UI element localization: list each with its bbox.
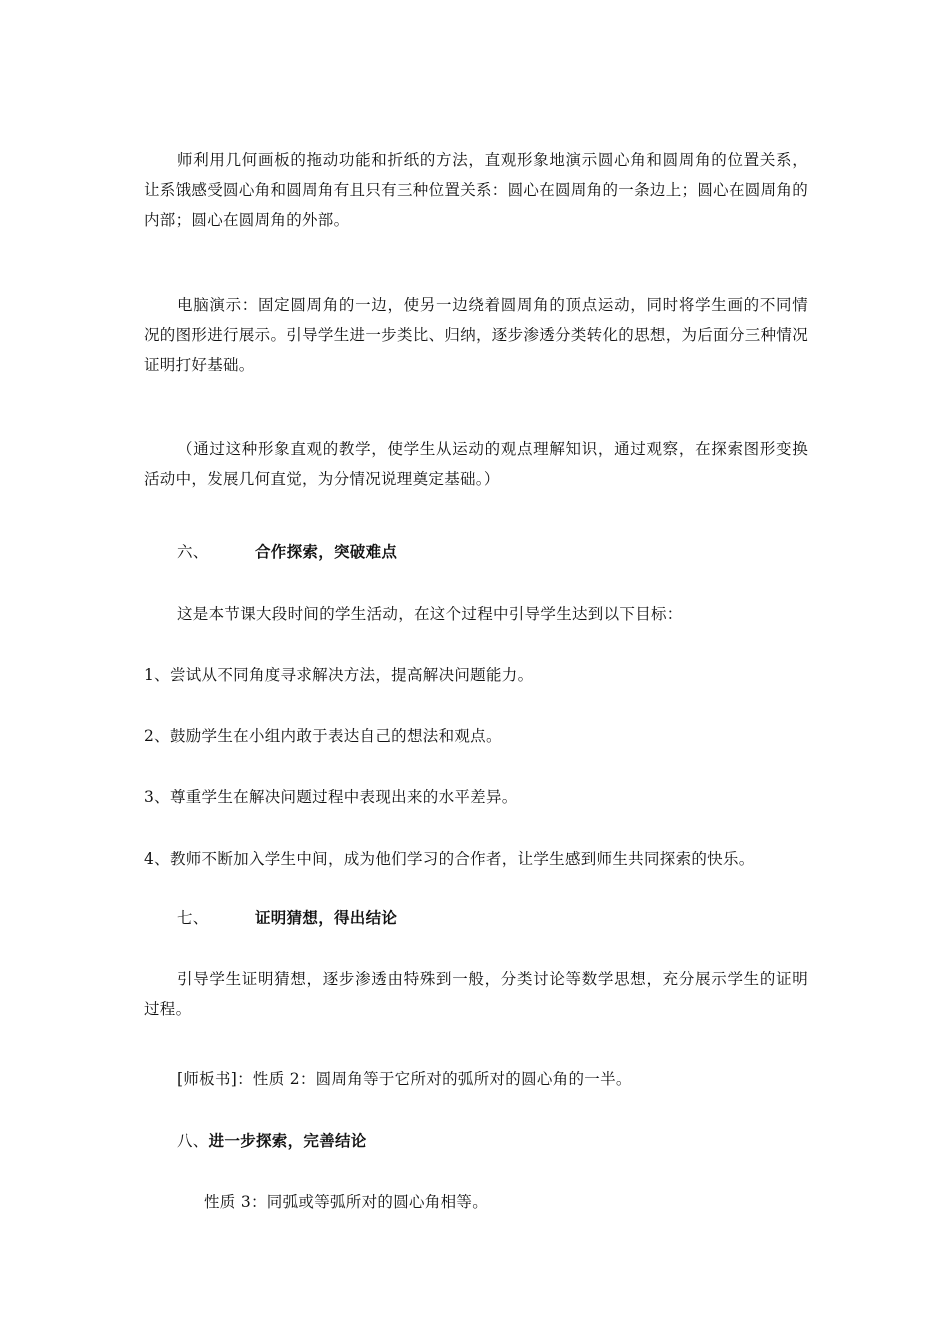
section-number: 七、 (177, 909, 209, 927)
section-heading-8 (177, 1126, 367, 1156)
paragraph-teaching-note: （通过这种形象直观的教学，使学生从运动的观点理解知识，通过观察，在探索图形变换活动中，发展几何直觉，为分情况说理奠定基础。） (144, 440, 808, 488)
paragraph-demo-geometry: 师利用几何画板的拖动功能和折纸的方法，直观形象地演示圆心角和圆周角的位置关系，让系饿感受圆心角和圆周角有且只有三种位置关系：圆心在圆周角的一条边上；圆心在圆周角的内部；圆心在圆周角的外部。 (144, 151, 808, 229)
section-title: 证明猜想，得出结论 (255, 908, 398, 927)
section-heading-6 (177, 537, 397, 567)
list-item: 3、尊重学生在解决问题过程中表现出来的水平差异。 (144, 788, 518, 806)
paragraph-goals-intro: 这是本节课大段时间的学生活动，在这个过程中引导学生达到以下目标： (177, 605, 683, 623)
section-heading-7 (177, 903, 397, 933)
paragraph-board-property-2: [师板书]：性质 2：圆周角等于它所对的弧所对的圆心角的一半。 (177, 1070, 632, 1088)
paragraph-proof: 引导学生证明猜想，逐步渗透由特殊到一般，分类讨论等数学思想，充分展示学生的证明过程。 (144, 970, 808, 1018)
list-item: 2、鼓励学生在小组内敢于表达自己的想法和观点。 (144, 727, 502, 745)
list-item: 4、教师不断加入学生中间，成为他们学习的合作者，让学生感到师生共同探索的快乐。 (144, 850, 755, 868)
paragraph-computer-demo: 电脑演示：固定圆周角的一边，使另一边绕着圆周角的顶点运动，同时将学生画的不同情况的图形进行展示。引导学生进一步类比、归纳，逐步渗透分类转化的思想，为后面分三种情况证明打好基础。 (144, 296, 808, 374)
list-item: 1、尝试从不同角度寻求解决方法，提高解决问题能力。 (144, 666, 534, 684)
section-number: 八、 (177, 1132, 209, 1150)
section-title: 进一步探索，完善结论 (208, 1131, 367, 1150)
paragraph-property-3: 性质 3：同弧或等弧所对的圆心角相等。 (204, 1193, 488, 1211)
section-title: 合作探索，突破难点 (255, 542, 398, 561)
section-number: 六、 (177, 543, 209, 561)
